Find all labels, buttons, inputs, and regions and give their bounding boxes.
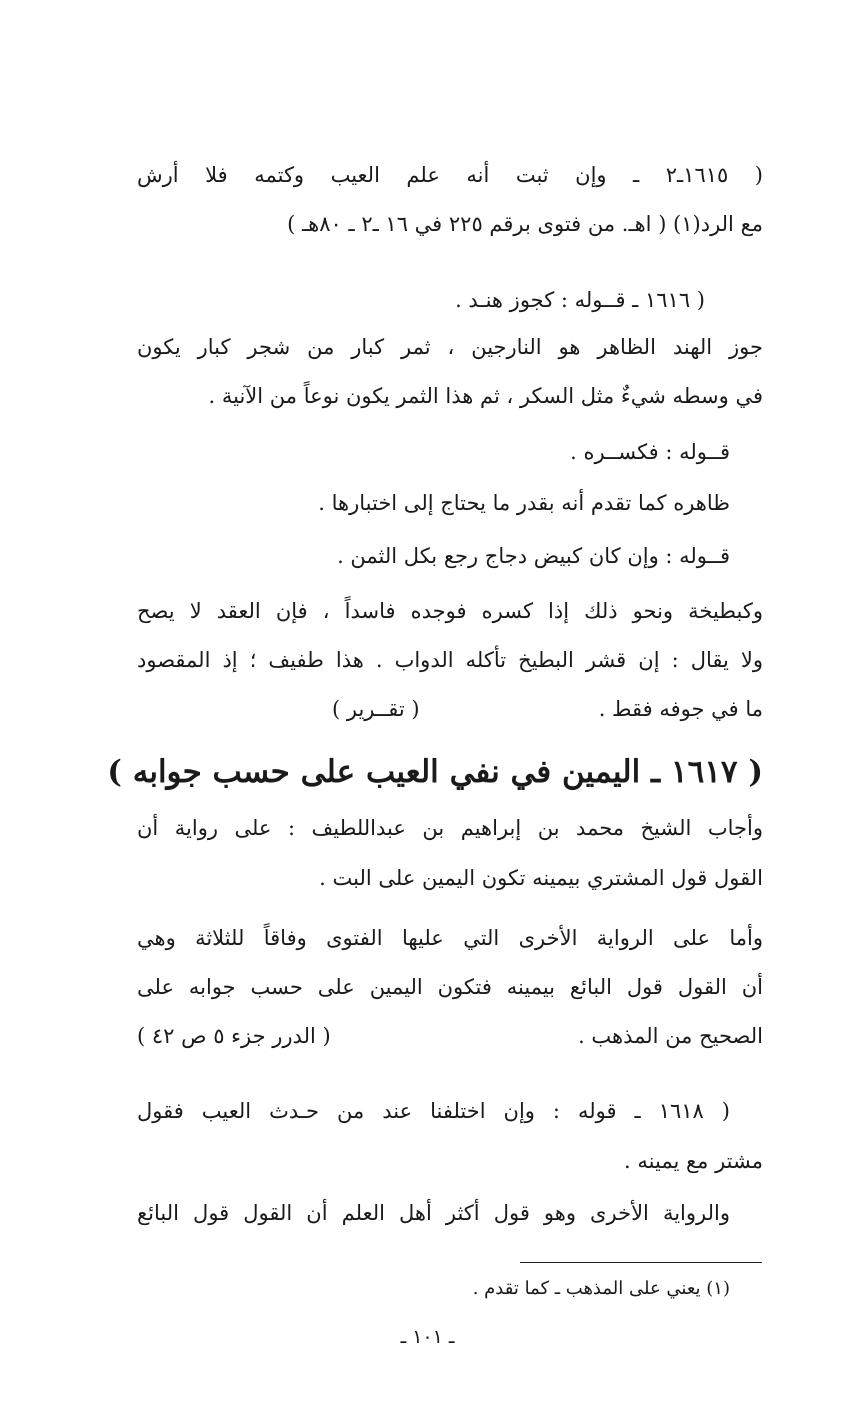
para-1617-line-2: القول قول المشتري بيمينه تكون اليمين على البت . xyxy=(319,866,763,890)
para-1618-line-1: ( ١٦١٨ ـ قوله : وإن اختلفنا عند من حـدث العيب فقول xyxy=(137,1099,730,1123)
page-number: ـ ١٠١ ـ xyxy=(400,1326,455,1348)
para-1617-line-4: أن القول قول البائع بيمينه فتكون اليمين على حسب جوابه على xyxy=(137,975,763,999)
footnote-separator xyxy=(520,1262,762,1263)
para-1616-line-2: في وسطه شيءٌ مثل السكر ، ثم هذا الثمر يكون نوعاً من الآنية . xyxy=(208,384,763,408)
quote-1: قــوله : فكســره . xyxy=(570,440,730,464)
para-1618-line-2: مشتر مع يمينه . xyxy=(624,1149,763,1173)
para-1617-line-3: وأما على الرواية الأخرى التي عليها الفتوى وفاقاً للثلاثة وهي xyxy=(137,926,763,950)
source-durar: ( الدرر جزء ٥ ص ٤٢ ) xyxy=(137,1024,331,1048)
para-1616-title: ( ١٦١٦ ـ قــوله : كجوز هنـد . xyxy=(455,288,705,312)
para-1616-line-3: وكبطيخة ونحو ذلك إذا كسره فوجده فاسداً ، فإن العقد لا يصح xyxy=(137,599,763,623)
para-1616-line-5-text: ما في جوفه فقط . xyxy=(598,697,763,721)
footnote: (١) يعني على المذهب ـ كما تقدم . xyxy=(472,1278,730,1299)
para-1615-line-2: مع الرد(١) ( اهـ. من فتوى برقم ٢٢٥ في ١٦ ـ٢ ـ ٨٠هـ ) xyxy=(287,212,763,236)
para-1615-line-1: ( ١٦١٥ـ٢ ـ وإن ثبت أنه علم العيب وكتمه فلا أرش xyxy=(137,163,764,187)
para-1616-line-5 xyxy=(137,694,763,724)
para-1617-line-5-text: الصحيح من المذهب . xyxy=(578,1024,763,1048)
quote-1-explanation: ظاهره كما تقدم أنه بقدر ما يحتاج إلى اختبارها . xyxy=(318,491,730,515)
para-1618-line-3: والرواية الأخرى وهو قول أكثر أهل العلم أن القول قول البائع xyxy=(137,1201,730,1225)
section-heading-1617: ( ١٦١٧ ـ اليمين في نفي العيب على حسب جوابه ) xyxy=(107,754,763,790)
para-1617-line-1: وأجاب الشيخ محمد بن إبراهيم بن عبداللطيف : على رواية أن xyxy=(137,816,763,840)
source-taqrir: ( تقــرير ) xyxy=(332,697,420,721)
para-1616-line-4: ولا يقال : إن قشر البطيخ تأكله الدواب . هذا طفيف ؛ إذ المقصود xyxy=(137,648,763,672)
para-1616-line-1: جوز الهند الظاهر هو النارجين ، ثمر كبار من شجر كبار يكون xyxy=(137,335,763,359)
para-1617-line-5 xyxy=(137,1021,763,1051)
quote-2: قــوله : وإن كان كبيض دجاج رجع بكل الثمن . xyxy=(337,544,730,568)
